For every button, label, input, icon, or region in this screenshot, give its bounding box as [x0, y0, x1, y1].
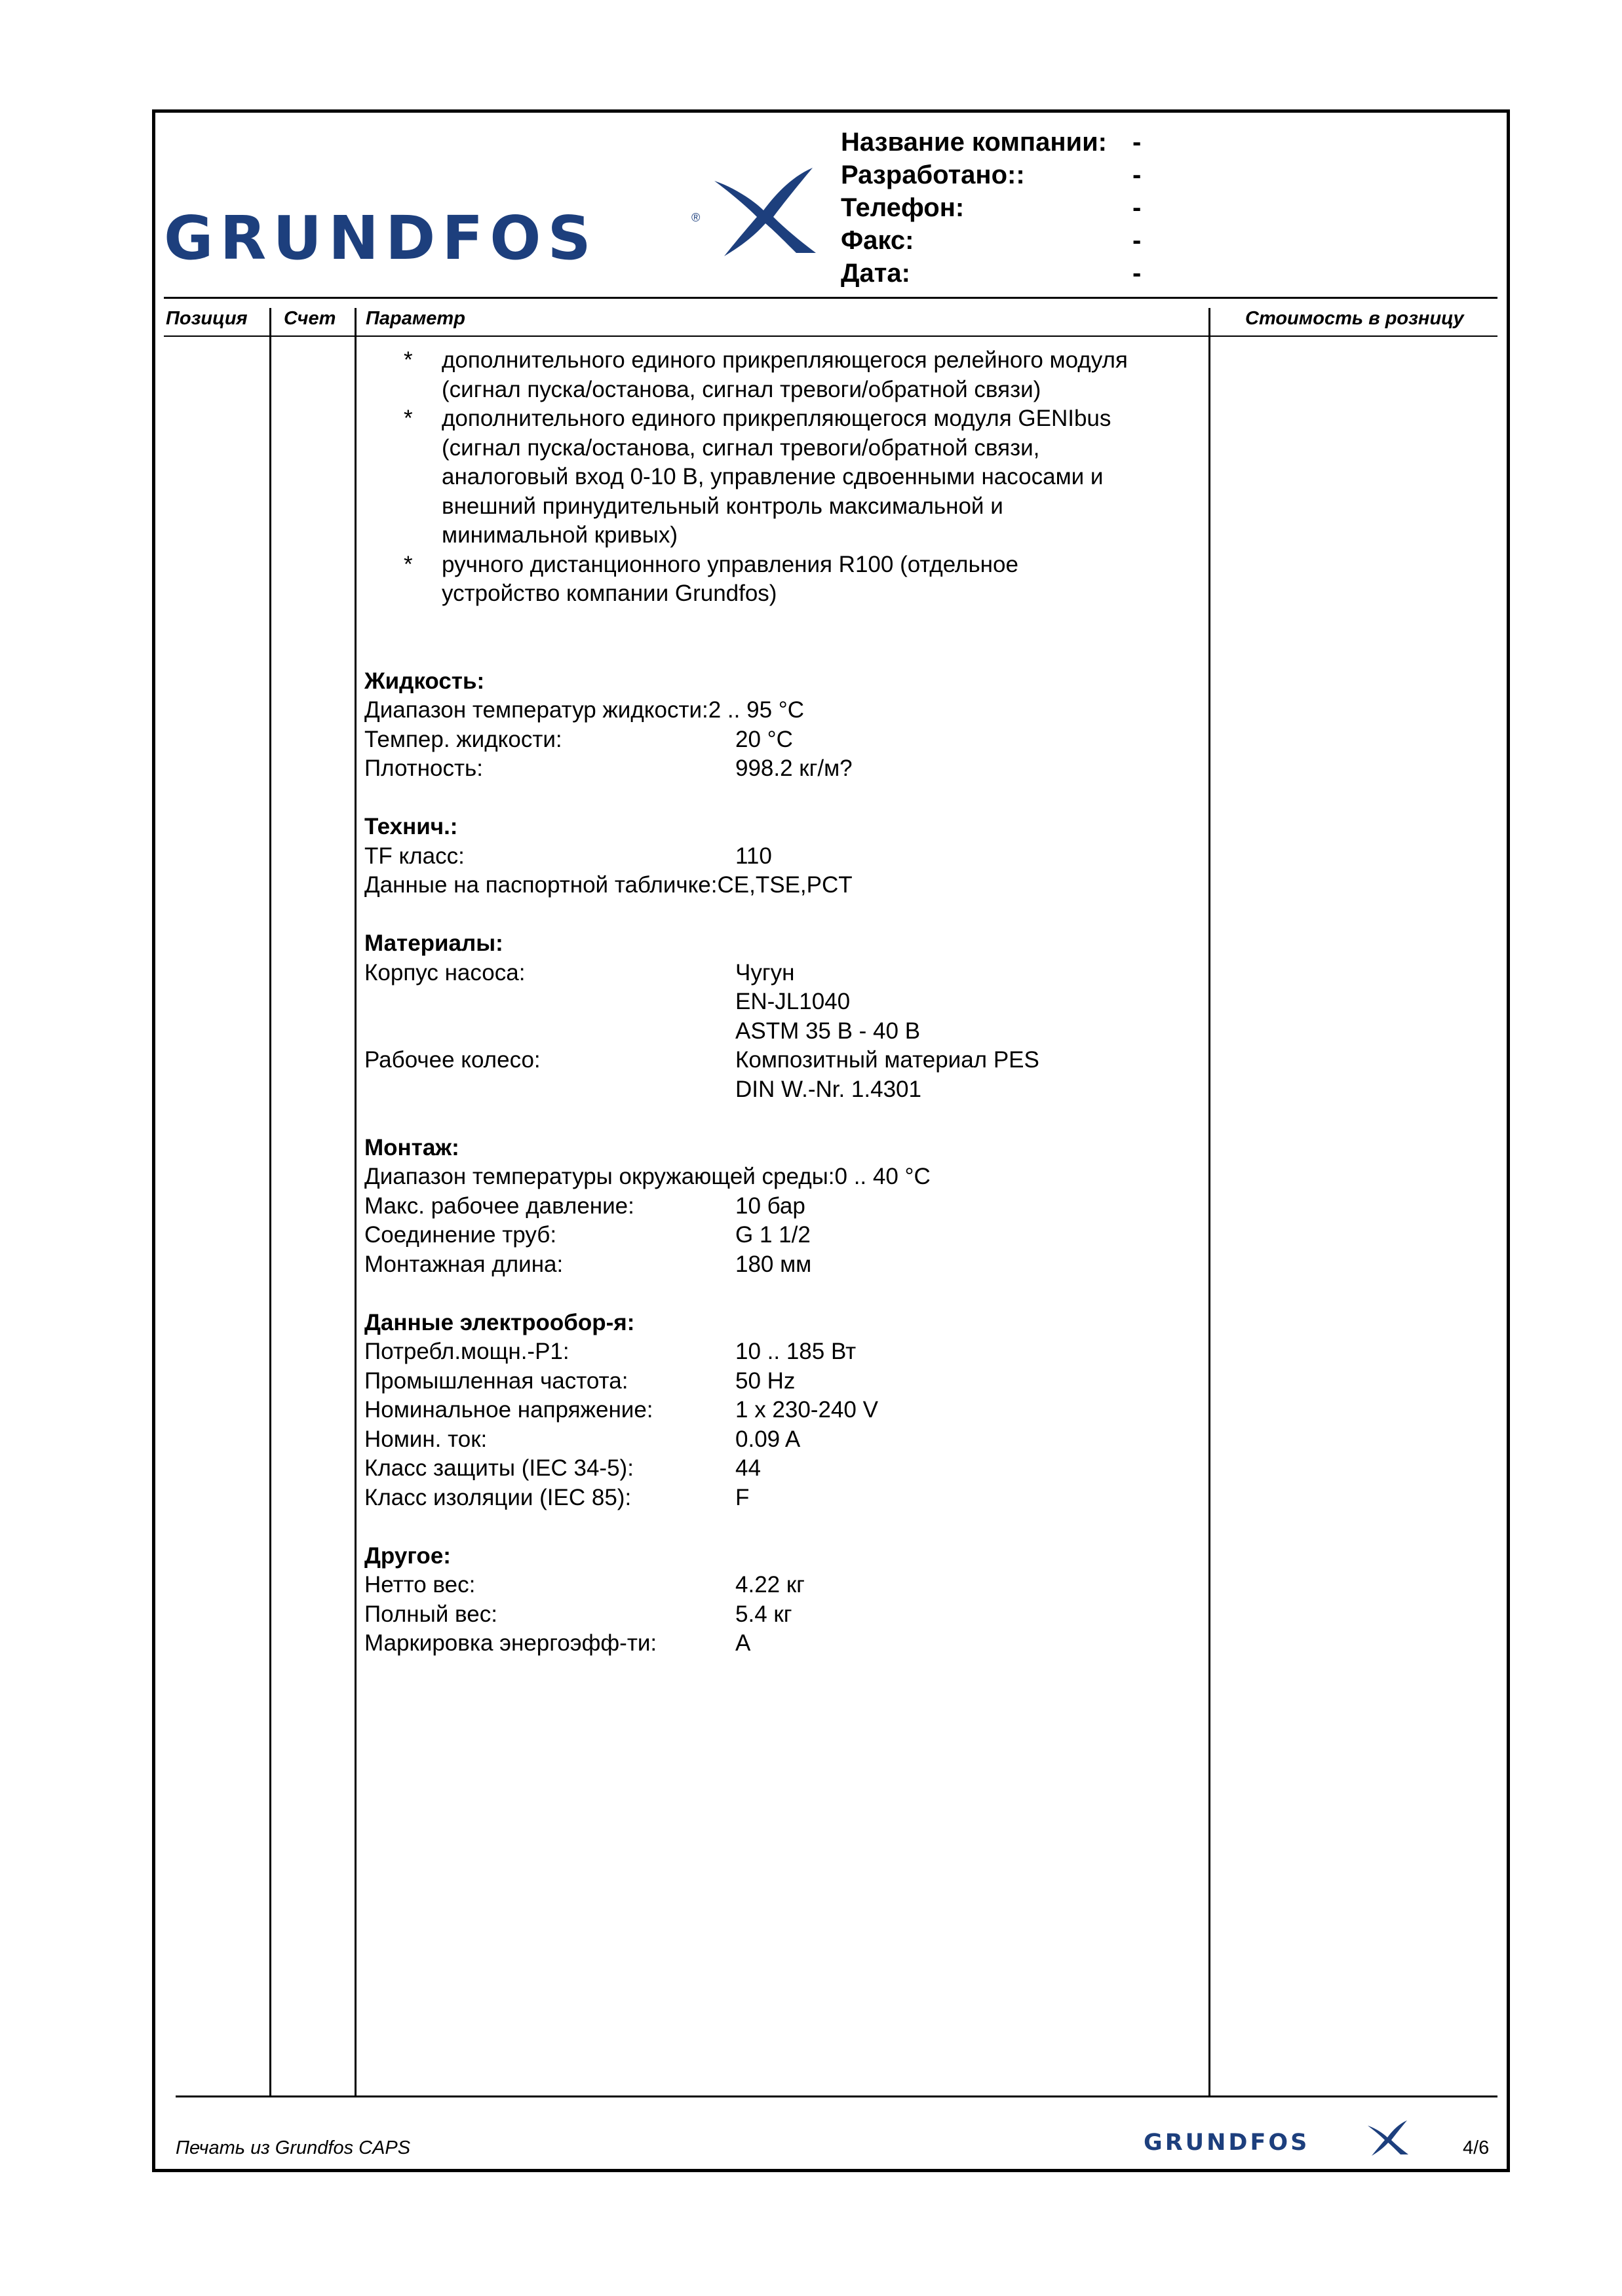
table-row: Промышленная частота: 50 Hz	[364, 1368, 796, 1394]
footer-text: Печать из Grundfos CAPS	[176, 2137, 411, 2158]
section-title: Технич.:	[364, 814, 458, 839]
table-row: Полный вес: 5.4 кг	[364, 1601, 792, 1627]
table-row: ASTM 35 B - 40 B	[735, 1018, 921, 1044]
table-row: Номин. ток: 0.09 A	[364, 1426, 801, 1452]
page-number: 4/6	[1463, 2137, 1490, 2158]
section-liquid	[364, 667, 1210, 784]
section-materials	[364, 929, 1210, 1104]
table-row: Темпер. жидкости: 20 °C	[364, 726, 793, 752]
table-row: Диапазон температуры окружающей среды:0 .. 40 °C	[364, 1164, 931, 1189]
table-row: Данные на паспортной табличке:CE,TSE,PCT	[364, 872, 853, 898]
column-header-price: Стоимость в розницу	[1245, 308, 1464, 329]
column-header-parameter: Параметр	[366, 308, 465, 329]
table-row: Класс изоляции (IEC 85): F	[364, 1484, 750, 1510]
table-row: Номинальное напряжение: 1 x 230-240 V	[364, 1397, 878, 1423]
table-row: Диапазон температур жидкости:2 .. 95 °C	[364, 697, 805, 723]
table-row: Маркировка энергоэфф-ти: A	[364, 1630, 751, 1656]
list-item: * ручного дистанционного управления R100 (отдельное устройство компании Grundfos)	[404, 551, 1018, 606]
table-row: Нетто вес: 4.22 кг	[364, 1572, 805, 1598]
section-tech	[364, 813, 1210, 900]
list-item: * дополнительного единого прикрепляющегося релейного модуля (сигнал пуска/останова, сигнал тревоги/обратной связи)	[404, 347, 1128, 402]
table-row: Корпус насоса: Чугун	[364, 959, 795, 985]
column-header-underline	[164, 335, 1497, 337]
section-title: Монтаж:	[364, 1134, 459, 1160]
section-other	[364, 1542, 1210, 1658]
grundfos-x-logo-icon	[708, 161, 819, 259]
grundfos-x-logo-icon	[1365, 2118, 1410, 2157]
table-row: Соединение труб: G 1 1/2	[364, 1222, 811, 1248]
section-title: Материалы:	[364, 930, 503, 956]
table-row: TF класс: 110	[364, 843, 772, 869]
brand-name: GRUNDFOS	[164, 203, 598, 273]
section-title: Данные электрообор-я:	[364, 1309, 635, 1335]
column-divider	[269, 308, 271, 2095]
registered-mark: ®	[691, 211, 701, 224]
table-row: Класс защиты (IEC 34-5): 44	[364, 1455, 761, 1481]
header-divider	[164, 297, 1497, 299]
column-header-count: Счет	[284, 308, 336, 329]
column-header-position: Позиция	[166, 308, 248, 329]
section-title: Другое:	[364, 1542, 451, 1569]
section-installation	[364, 1134, 1210, 1280]
table-row: DIN W.-Nr. 1.4301	[735, 1076, 921, 1102]
table-row: Рабочее колесо: Композитный материал PES	[364, 1047, 1039, 1073]
parameter-content	[364, 346, 1210, 1658]
section-title: Жидкость:	[364, 668, 485, 694]
list-item: * дополнительного единого прикрепляющегося модуля GENIbus (сигнал пуска/останова, сигнал тревоги/обратной связи, аналоговый вход 0-10 В, управление сдвоенными насосами и внешний принудительный контроль максимальной и минимальной кривых)	[404, 406, 1111, 548]
table-row: Плотность: 998.2 кг/м?	[364, 756, 853, 781]
table-row: Макс. рабочее давление: 10 бар	[364, 1193, 805, 1219]
section-electrical	[364, 1309, 1210, 1513]
table-row: Потребл.мощн.-P1: 10 .. 185 Вт	[364, 1339, 857, 1364]
footer-divider	[176, 2095, 1497, 2097]
table-row: Монтажная длина: 180 мм	[364, 1251, 812, 1277]
column-divider	[355, 308, 357, 2095]
table-row: EN-JL1040	[735, 989, 851, 1014]
footer-brand-name: GRUNDFOS	[1144, 2130, 1310, 2156]
